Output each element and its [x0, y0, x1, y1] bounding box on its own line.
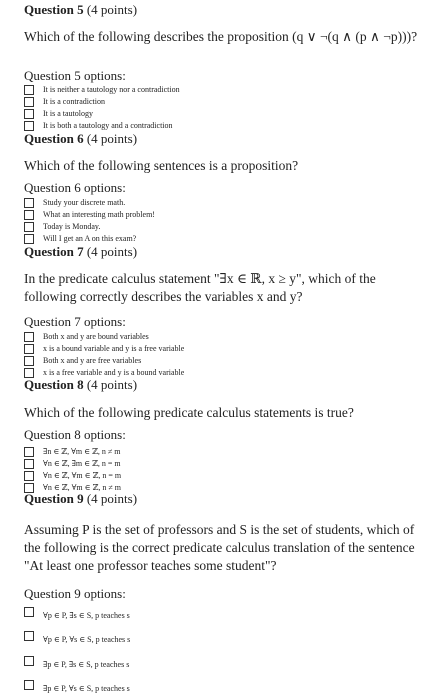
- checkbox[interactable]: [24, 680, 34, 690]
- question-points: (4 points): [86, 2, 138, 17]
- question-6-prompt: Which of the following sentences is a proposition?: [24, 158, 299, 173]
- option-label: What an interesting math problem!: [43, 210, 155, 219]
- question-points: (4 points): [86, 377, 138, 392]
- option-label: Will I get an A on this exam?: [43, 234, 137, 243]
- question-points: (4 points): [86, 131, 138, 146]
- option-label: x is a free variable and y is a bound variable: [43, 368, 185, 377]
- question-number: Question 8: [24, 377, 84, 392]
- option-label: ∀n ∈ ℤ, ∀m ∈ ℤ, n ≠ m: [43, 483, 122, 492]
- question-7-options-label: Question 7 options:: [24, 314, 126, 329]
- question-number: Question 7: [24, 244, 84, 259]
- option-label: ∀n ∈ ℤ, ∃m ∈ ℤ, n = m: [43, 459, 121, 468]
- option-label: ∃p ∈ P, ∀s ∈ S, p teaches s: [43, 684, 130, 693]
- option-row[interactable]: [24, 209, 155, 221]
- option-row[interactable]: [24, 655, 129, 667]
- option-row[interactable]: [24, 679, 130, 691]
- question-number: Question 9: [24, 491, 84, 506]
- checkbox[interactable]: [24, 459, 34, 469]
- checkbox[interactable]: [24, 222, 34, 232]
- option-row[interactable]: [24, 197, 125, 209]
- option-label: ∀n ∈ ℤ, ∀m ∈ ℤ, n = m: [43, 471, 122, 480]
- checkbox[interactable]: [24, 210, 34, 220]
- checkbox[interactable]: [24, 607, 34, 617]
- checkbox[interactable]: [24, 332, 34, 342]
- option-row[interactable]: [24, 446, 121, 458]
- question-6-options-label: Question 6 options:: [24, 180, 126, 195]
- question-number: Question 5: [24, 2, 84, 17]
- option-row[interactable]: [24, 343, 184, 355]
- option-row[interactable]: [24, 470, 121, 482]
- option-row[interactable]: [24, 458, 121, 470]
- checkbox[interactable]: [24, 85, 34, 95]
- option-label: It is neither a tautology nor a contradiction: [43, 85, 180, 94]
- question-9-title: [24, 491, 137, 507]
- option-label: ∃n ∈ ℤ, ∀m ∈ ℤ, n ≠ m: [43, 447, 121, 456]
- checkbox[interactable]: [24, 97, 34, 107]
- option-label: Both x and y are bound variables: [43, 332, 149, 341]
- checkbox[interactable]: [24, 109, 34, 119]
- option-label: ∀p ∈ P, ∃s ∈ S, p teaches s: [43, 611, 130, 620]
- option-label: ∀p ∈ P, ∀s ∈ S, p teaches s: [43, 635, 131, 644]
- question-5-prompt: Which of the following describes the proposition (q ∨ ¬(q ∧ (p ∧ ¬p)))?: [24, 29, 418, 44]
- question-6-title: [24, 131, 137, 147]
- option-row[interactable]: [24, 221, 100, 233]
- option-label: It is a tautology: [43, 109, 93, 118]
- question-8-options-label: Question 8 options:: [24, 427, 126, 442]
- checkbox[interactable]: [24, 198, 34, 208]
- question-5-options-label: Question 5 options:: [24, 68, 126, 83]
- checkbox[interactable]: [24, 471, 34, 481]
- checkbox[interactable]: [24, 656, 34, 666]
- question-9-prompt: Assuming P is the set of professors and S is the set of students, which of the following is the correct predicate calculus translation of the sentence "At least one professor teaches some student"?: [24, 522, 415, 573]
- checkbox[interactable]: [24, 631, 34, 641]
- checkbox[interactable]: [24, 234, 34, 244]
- option-row[interactable]: [24, 84, 180, 96]
- question-8-title: [24, 377, 137, 393]
- question-9-options-label: Question 9 options:: [24, 586, 126, 601]
- question-number: Question 6: [24, 131, 84, 146]
- checkbox[interactable]: [24, 344, 34, 354]
- checkbox[interactable]: [24, 447, 34, 457]
- option-label: ∃p ∈ P, ∃s ∈ S, p teaches s: [43, 660, 130, 669]
- option-row[interactable]: [24, 108, 93, 120]
- option-label: Study your discrete math.: [43, 198, 126, 207]
- option-row[interactable]: [24, 331, 149, 343]
- checkbox[interactable]: [24, 121, 34, 131]
- option-label: It is both a tautology and a contradiction: [43, 121, 173, 130]
- option-row[interactable]: [24, 630, 130, 642]
- checkbox[interactable]: [24, 356, 34, 366]
- option-label: Today is Monday.: [43, 222, 101, 231]
- question-points: (4 points): [86, 491, 138, 506]
- question-points: (4 points): [86, 244, 138, 259]
- question-7-title: [24, 244, 137, 260]
- option-label: x is a bound variable and y is a free variable: [43, 344, 185, 353]
- option-label: It is a contradiction: [43, 97, 105, 106]
- option-label: Both x and y are free variables: [43, 356, 142, 365]
- option-row[interactable]: [24, 355, 141, 367]
- option-row[interactable]: [24, 606, 130, 618]
- option-row[interactable]: [24, 96, 105, 108]
- question-5-title: [24, 2, 137, 18]
- question-8-prompt: Which of the following predicate calculus statements is true?: [24, 405, 354, 420]
- question-7-prompt: In the predicate calculus statement "∃x ∈ ℝ, x ≥ y", which of the following correctly describes the variables x and y?: [24, 271, 376, 304]
